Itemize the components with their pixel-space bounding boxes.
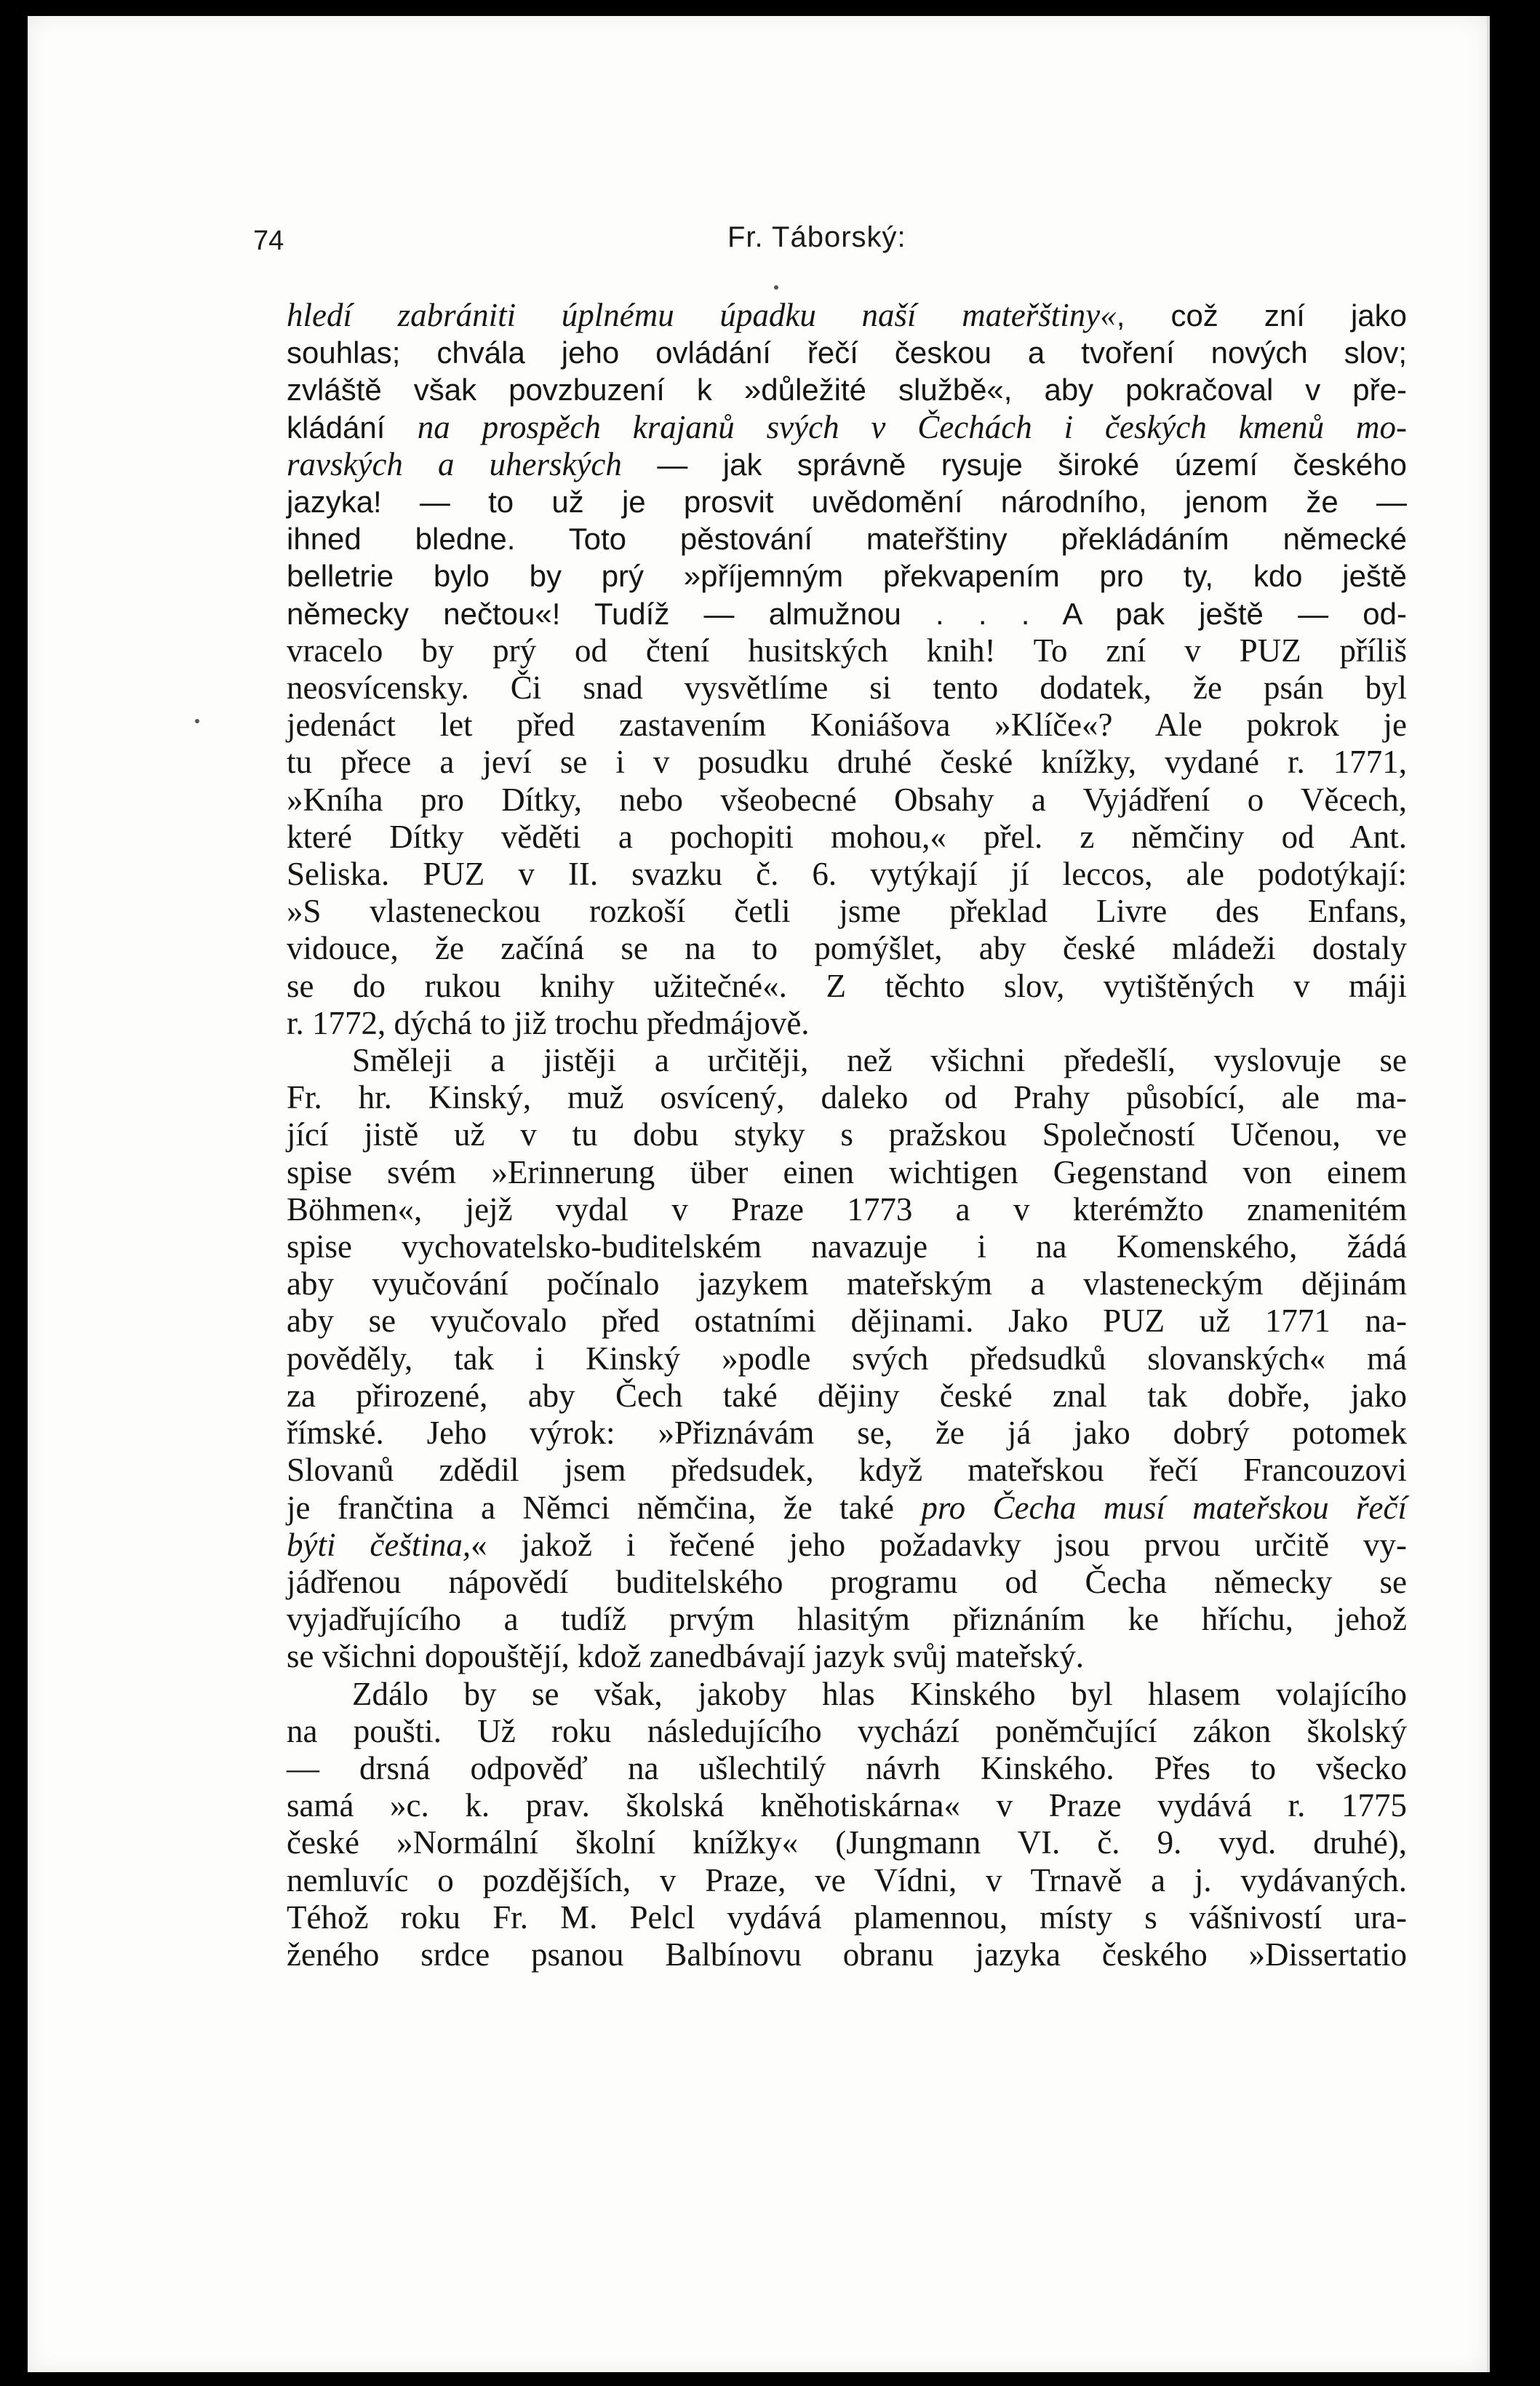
text-line: belletrie bylo by prý »příjemným překvapením pro ty, kdo ještě: [287, 559, 1407, 594]
text-line: pověděly, tak i Kinský »podle svých předsudků slovanských« má: [287, 1340, 1407, 1377]
ink-speck: [774, 285, 778, 290]
text-line: vidouce, že začíná se na to pomýšlet, aby české mládeži dostaly: [287, 930, 1407, 967]
text-line: spise vychovatelsko-buditelském navazuje i na Komenského, žádá: [287, 1228, 1407, 1265]
text-line: římské. Jeho výrok: »Přiznávám se, že já jako dobrý potomek: [287, 1415, 1407, 1452]
paragraph: [287, 1042, 1407, 1675]
text-line: jazyka! — to už je prosvit uvědomění národního, jenom že —: [287, 485, 1407, 520]
text-line: vracelo by prý od čtení husitských knih! To zní v PUZ příliš: [287, 632, 1407, 669]
text-line: ihned bledne. Toto pěstování mateřštiny překládáním německé: [287, 522, 1407, 557]
text-line: zvláště však povzbuzení k »důležité službě«, aby pokračoval v pře-: [287, 373, 1407, 407]
text-line: které Dítky věděti a pochopiti mohou,« přel. z němčiny od Ant.: [287, 818, 1407, 855]
text-line: samá »c. k. prav. školská kněhotiskárna« v Praze vydává r. 1775: [287, 1787, 1407, 1824]
text-line-mixed: [287, 1490, 1407, 1527]
text-fragment: je frančtina a Němci němčina, že také: [287, 1489, 922, 1526]
italic-phrase: pro Čecha musí mateřskou řečí: [921, 1489, 1407, 1526]
text-line: tu přece a jeví se i v posudku druhé české knížky, vydané r. 1771,: [287, 744, 1407, 781]
italic-phrase: na prospěch krajanů svých v Čechách i českých kmenů mo-: [417, 408, 1408, 445]
text-line: — drsná odpověď na ušlechtilý návrh Kinského. Přes to všecko: [287, 1749, 1407, 1786]
text-line: aby se vyučovalo před ostatními dějinami. Jako PUZ už 1771 na-: [287, 1303, 1407, 1340]
text-line: se do rukou knihy užitečné«. Z těchto slov, vytištěných v máji: [287, 967, 1407, 1004]
text-line: Slovanů zdědil jsem předsudek, když mateřskou řečí Francouzovi: [287, 1452, 1407, 1489]
text-line: ženého srdce psanou Balbínovu obranu jazyka českého »Dissertatio: [287, 1936, 1407, 1973]
text-line-mixed: [287, 1527, 1407, 1564]
text-line: souhlas; chvála jeho ovládání řečí českou a tvoření nových slov;: [287, 335, 1407, 370]
text-line-mixed: [287, 409, 1407, 446]
text-line: na poušti. Už roku následujícího vychází poněmčující zákon školský: [287, 1712, 1407, 1749]
text-fragment: — jak správně rysuje široké území českého: [621, 447, 1407, 482]
text-line: Seliska. PUZ v II. svazku č. 6. vytýkají jí leccos, ale podotýkají:: [287, 856, 1407, 893]
italic-phrase: ravských a uherských: [287, 445, 622, 482]
text-line: »Kníha pro Dítky, nebo všeobecné Obsahy a Vyjádření o Věcech,: [287, 781, 1407, 818]
page-header: [239, 217, 1401, 269]
running-head: Fr. Táborský:: [727, 221, 906, 253]
body-text: [287, 297, 1407, 1973]
text-line: »S vlasteneckou rozkoší četli jsme překlad Livre des Enfans,: [287, 893, 1407, 930]
text-line-mixed: [287, 446, 1407, 483]
text-line: spise svém »Erinnerung über einen wichtigen Gegenstand von einem: [287, 1153, 1407, 1190]
page-number: 74: [253, 226, 284, 256]
text-line: aby vyučování počínalo jazykem mateřským a vlasteneckým dějinám: [287, 1265, 1407, 1303]
text-line: r. 1772, dýchá to již trochu předmájově.: [287, 1004, 810, 1041]
italic-phrase: hledí zabrániti úplnému úpadku naší mateřštiny«: [287, 297, 1117, 333]
text-line: jedenáct let před zastavením Koniášova »Klíče«? Ale pokrok je: [287, 707, 1407, 744]
text-line: nemluvíc o pozdějších, v Praze, ve Vídni, v Trnavě a j. vydávaných.: [287, 1861, 1407, 1898]
text-line: se všichni dopouštějí, kdož zanedbávají jazyk svůj mateřský.: [287, 1638, 1084, 1675]
page-edge: [1487, 16, 1490, 2372]
text-line: jící jistě už v tu dobu styky s pražskou Společností Učenou, ve: [287, 1116, 1407, 1153]
text-line: za přirozené, aby Čech také dějiny české znal tak dobře, jako: [287, 1377, 1407, 1414]
text-line: vyjadřujícího a tudíž prvým hlasitým přiznáním ke hříchu, jehož: [287, 1601, 1407, 1638]
text-fragment: « jakož i řečené jeho požadavky jsou prvou určitě vy-: [471, 1526, 1407, 1563]
text-line: Böhmen«, jejž vydal v Praze 1773 a v kterémžto znamenitém: [287, 1190, 1407, 1228]
text-line-italic-lead: [287, 297, 1407, 334]
text-line: neosvícensky. Či snad vysvětlíme si tento dodatek, že psán byl: [287, 669, 1407, 707]
text-line: německy nečtou«! Tudíž — almužnou . . . A pak ještě — od-: [287, 596, 1407, 631]
text-fragment: , což zní jako: [1116, 298, 1408, 333]
paragraph: [287, 297, 1407, 1042]
text-line: Zdálo by se však, jakoby hlas Kinského byl hlasem volajícího: [352, 1675, 1407, 1712]
text-line: české »Normální školní knížky« (Jungmann VI. č. 9. vyd. druhé),: [287, 1824, 1407, 1861]
italic-phrase: býti čeština,: [287, 1526, 471, 1563]
text-line: jádřenou nápovědí buditelského programu od Čecha německy se: [287, 1563, 1407, 1600]
text-line: Směleji a jistěji a určitěji, než všichni předešlí, vyslovuje se: [352, 1042, 1407, 1079]
text-line: Fr. hr. Kinský, muž osvícený, daleko od Prahy působící, ale ma-: [287, 1079, 1407, 1116]
paragraph: [287, 1676, 1407, 1974]
text-line: Téhož roku Fr. M. Pelcl vydává plamennou, místy s vášnivostí ura-: [287, 1898, 1407, 1936]
ink-speck: [195, 719, 199, 723]
text-fragment: kládání: [287, 410, 418, 445]
